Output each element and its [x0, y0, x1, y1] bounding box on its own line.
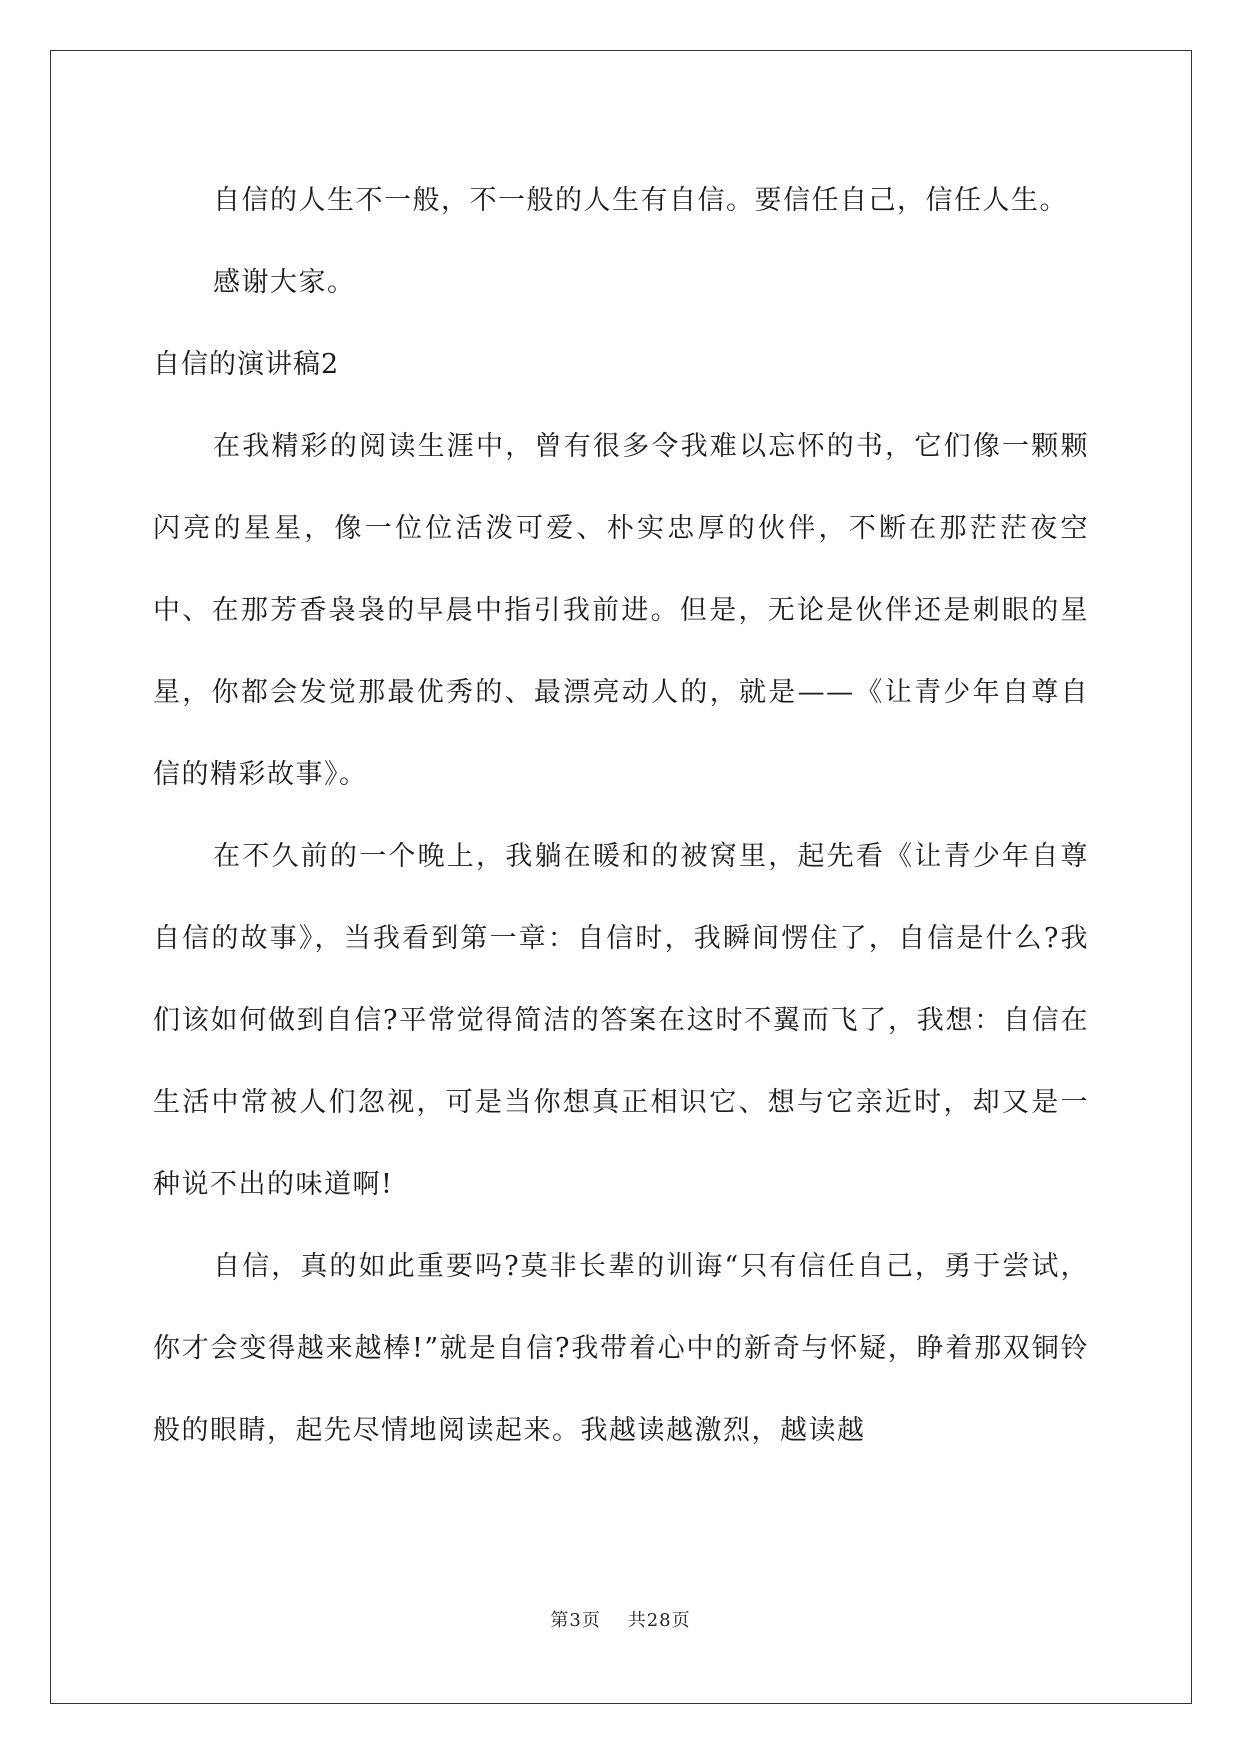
paragraph: 自信，真的如此重要吗?莫非长辈的训诲“只有信任自己，勇于尝试，你才会变得越来越棒!”就是自信?我带着心中的新奇与怀疑，睁着那双铜铃般的眼睛，起先尽情地阅读起来。我越读越激烈，越读越: [153, 1251, 1089, 1446]
section-heading: 自信的演讲稿2: [153, 349, 340, 380]
page-footer: [0, 1606, 1241, 1632]
page-total: 共28页: [627, 1610, 691, 1631]
paragraph: 自信的人生不一般，不一般的人生有自信。要信任自己，信任人生。: [213, 185, 1068, 216]
paragraph: 在不久前的一个晚上，我躺在暖和的被窝里，起先看《让青少年自尊自信的故事》，当我看到第一章：自信时，我瞬间愣住了，自信是什么?我们该如何做到自信?平常觉得简洁的答案在这时不翼而飞了，我想：自信在生活中常被人们忽视，可是当你想真正相识它、想与它亲近时，却又是一种说不出的味道啊!: [153, 841, 1089, 1200]
page-number: 第3页: [550, 1610, 601, 1631]
document-body: [153, 160, 1089, 1472]
paragraph: 在我精彩的阅读生涯中，曾有很多令我难以忘怀的书，它们像一颗颗闪亮的星星，像一位位活泼可爱、朴实忠厚的伙伴，不断在那茫茫夜空中、在那芳香袅袅的早晨中指引我前进。但是，无论是伙伴还是刺眼的星星，你都会发觉那最优秀的、最漂亮动人的，就是——《让青少年自尊自信的精彩故事》。: [153, 431, 1089, 790]
paragraph: 感谢大家。: [213, 267, 356, 298]
